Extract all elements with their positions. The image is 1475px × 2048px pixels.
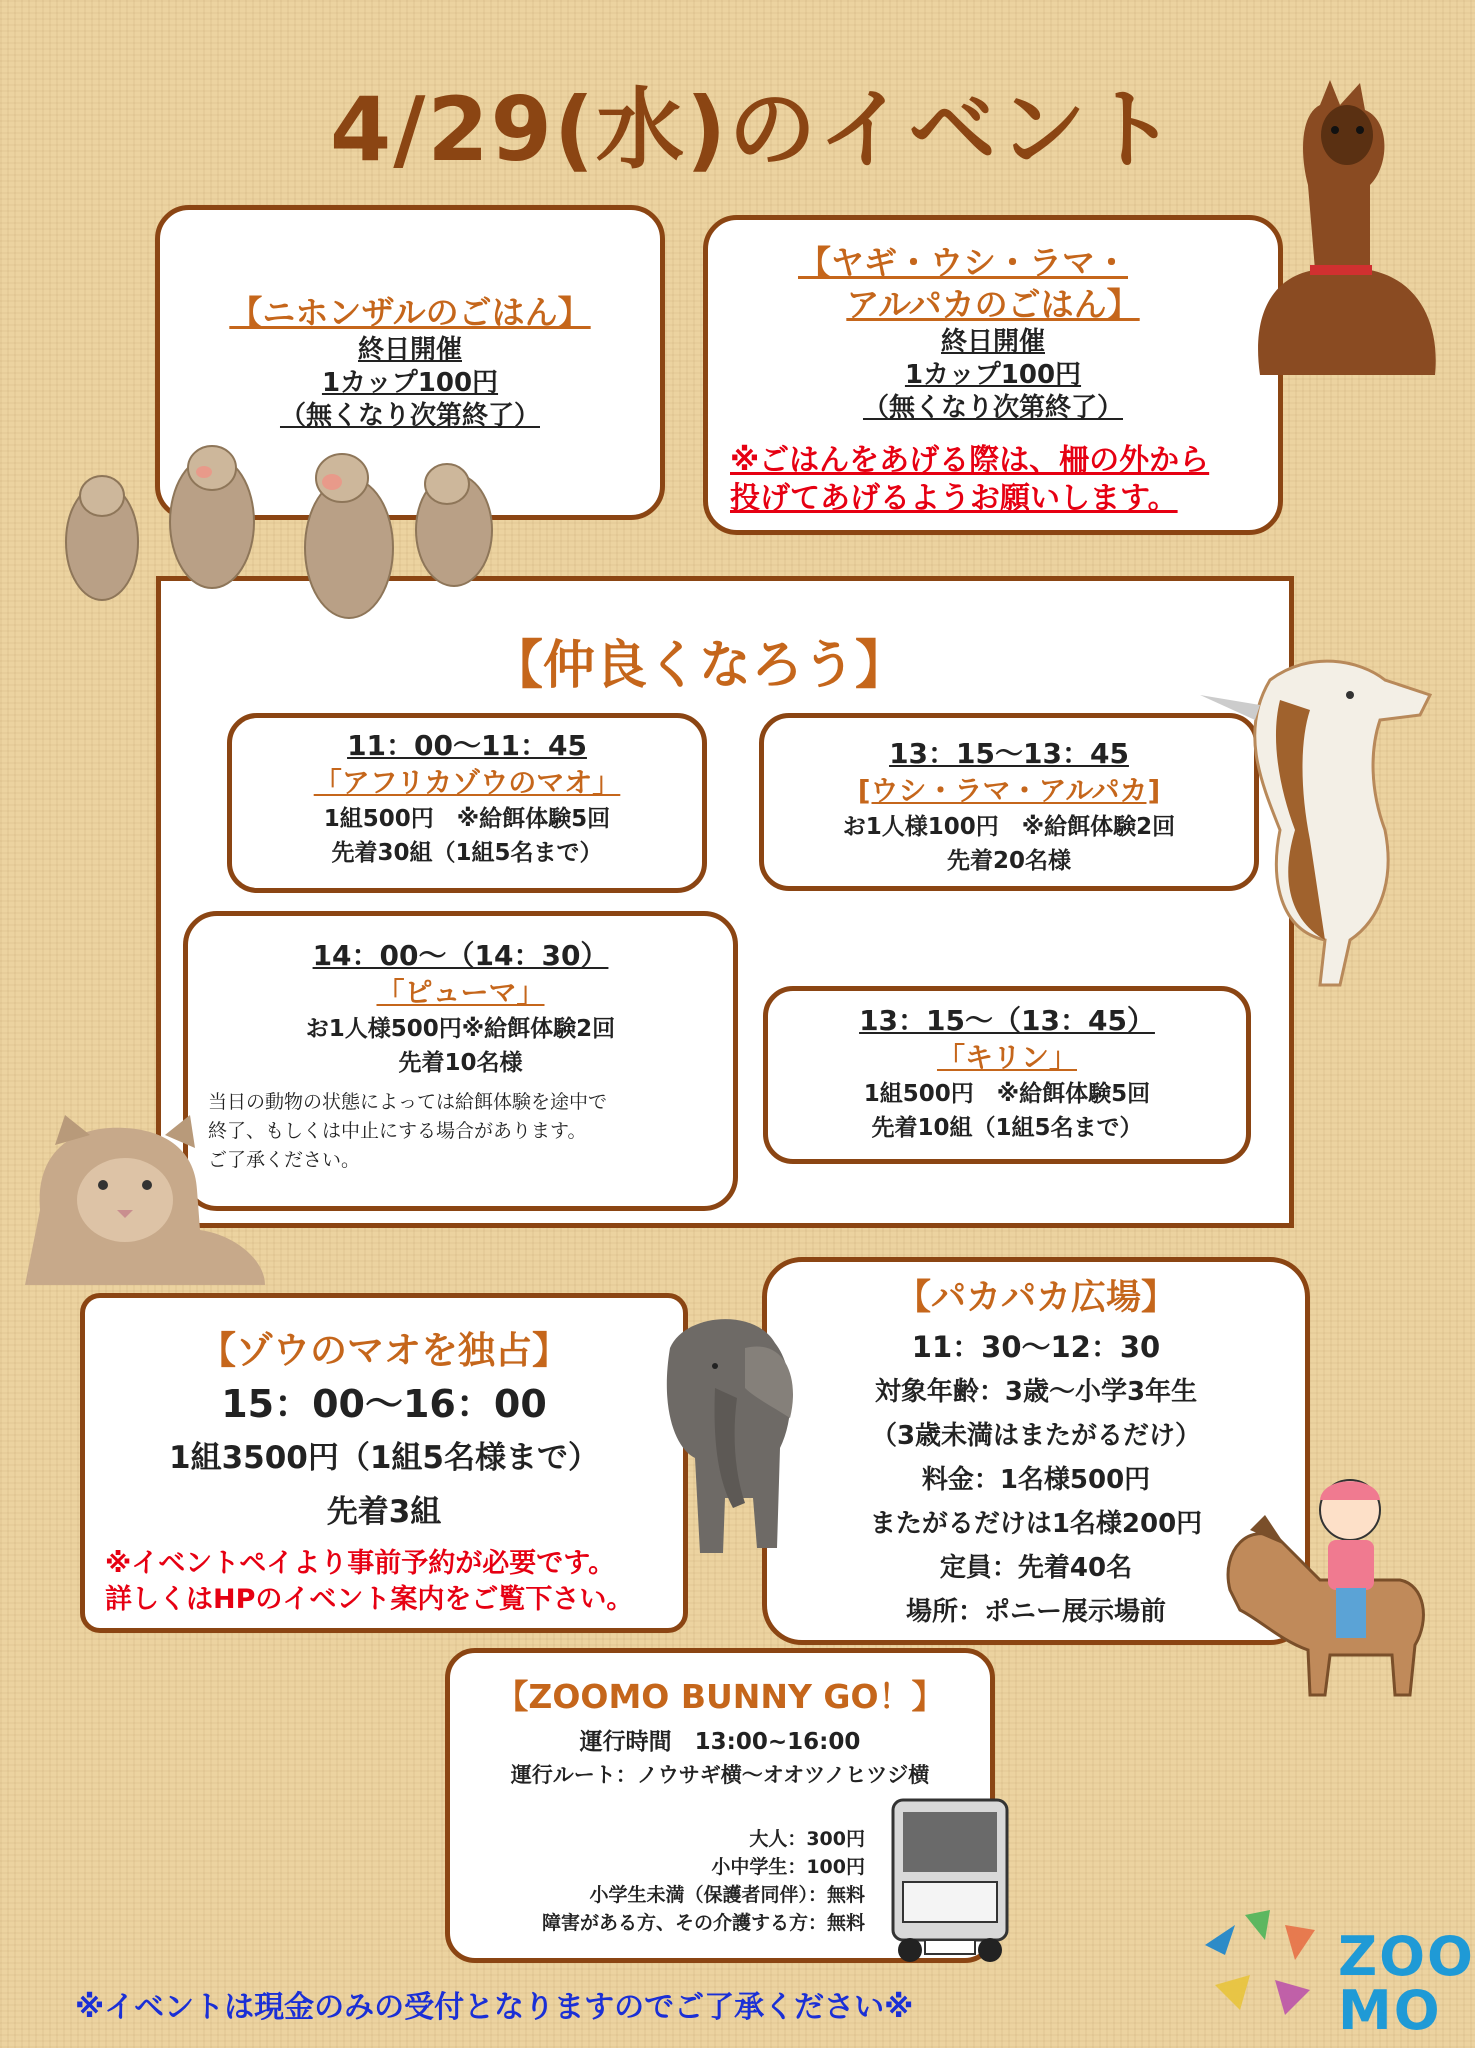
goat-feeding-heading-1: 【ヤギ・ウシ・ラマ・ <box>798 243 1128 282</box>
bunny-bus-fare: 小学生未満（保護者同伴）：無料 <box>589 1884 865 1906</box>
alpaca-illustration <box>1220 75 1440 375</box>
giraffe-feeding-card <box>763 986 1251 1164</box>
puma-feeding-name: 「ピューマ」 <box>376 976 545 1009</box>
pony-plaza-line: （3歳未満はまたがるだけ） <box>870 1421 1202 1451</box>
monkey-feeding-line: 1カップ100円 <box>321 368 499 398</box>
monkey-group-illustration <box>62 430 502 620</box>
bunny-bus-hours: 運行時間 13:00~16:00 <box>579 1729 861 1755</box>
puma-feeding-card <box>183 911 738 1211</box>
monkey-feeding-line: 終日開催 <box>357 335 462 365</box>
elephant-illustration <box>645 1308 800 1558</box>
page-title: 4/29(水)のイベント <box>330 78 1179 181</box>
mao-exclusive-limit: 先着3組 <box>326 1494 442 1530</box>
cow-llama-alpaca-feeding-card <box>759 713 1259 891</box>
mao-exclusive-heading: 【ゾウのマオを独占】 <box>199 1329 569 1372</box>
goat-feeding-warning-2: 投げてあげるようお願いします。 <box>730 481 1178 516</box>
zoomo-logo-mark <box>1195 1905 1330 2020</box>
goat-feeding-heading-2: アルパカのごはん】 <box>846 285 1140 324</box>
elephant-feeding-card <box>227 713 707 893</box>
friends-section <box>156 576 1294 1228</box>
bunny-bus-fare: 障害がある方、その介護する方：無料 <box>541 1912 865 1934</box>
giraffe-feeding-limit: 先着10組（1組5名まで） <box>871 1115 1143 1141</box>
cow-feeding-time: 13：15〜13：45 <box>889 737 1129 770</box>
pony-plaza-time: 11：30〜12：30 <box>911 1330 1161 1364</box>
puma-feeding-price: お1人様500円※給餌体験2回 <box>305 1016 616 1042</box>
cow-feeding-limit: 先着20名様 <box>946 848 1071 874</box>
monkey-feeding-line: （無くなり次第終了） <box>279 401 540 431</box>
pony-rider-illustration <box>1210 1470 1435 1700</box>
giraffe-feeding-time: 13：15〜（13：45） <box>859 1004 1155 1037</box>
pony-plaza-line: 定員：先着40名 <box>939 1553 1133 1583</box>
pony-plaza-line: 料金：1名様500円 <box>921 1465 1151 1495</box>
bunny-bus-fare: 小中学生：100円 <box>711 1856 865 1878</box>
giraffe-feeding-price: 1組500円 ※給餌体験5回 <box>863 1081 1151 1107</box>
puma-feeding-time: 14：00〜（14：30） <box>312 939 609 972</box>
goat-feeding-line: 1カップ100円 <box>904 360 1082 390</box>
goat-feeding-warning-1: ※ごはんをあげる際は、柵の外から <box>730 443 1210 478</box>
bunny-bus-fare: 大人：300円 <box>749 1828 865 1850</box>
mao-exclusive-time: 15：00〜16：00 <box>221 1382 547 1426</box>
giraffe-feeding-name: 「キリン」 <box>936 1041 1077 1074</box>
pony-plaza-line: またがるだけは1名様200円 <box>869 1509 1203 1539</box>
puma-feeding-note: 終了、もしくは中止にする場合があります。 <box>208 1120 587 1142</box>
puma-feeding-note: 当日の動物の状態によっては給餌体験を途中で <box>208 1091 608 1113</box>
cow-feeding-price: お1人様100円 ※給餌体験2回 <box>842 814 1176 840</box>
pony-plaza-heading: 【パカパカ広場】 <box>895 1278 1176 1318</box>
cow-feeding-name: [ウシ・ラマ・アルパカ] <box>857 774 1161 807</box>
friends-heading: 【仲良くなろう】 <box>491 636 908 696</box>
goat-feeding-card <box>703 215 1283 535</box>
puma-illustration <box>25 1110 265 1285</box>
elephant-feeding-price: 1組500円 ※給餌体験5回 <box>323 806 611 832</box>
goat-feeding-line: （無くなり次第終了） <box>862 393 1123 423</box>
mao-exclusive-price: 1組3500円（1組5名様まで） <box>169 1440 599 1476</box>
mao-exclusive-warning-1: ※イベントペイより事前予約が必要です。 <box>105 1548 616 1579</box>
mao-exclusive-card <box>80 1293 688 1633</box>
mao-exclusive-warning-2: 詳しくはHPのイベント案内をご覧下さい。 <box>105 1584 634 1615</box>
pony-plaza-line: 場所：ポニー展示場前 <box>905 1597 1166 1627</box>
puma-feeding-limit: 先着10名様 <box>398 1050 523 1076</box>
zoomo-logo-line1: ZOO <box>1338 1925 1475 1988</box>
elephant-feeding-time: 11：00〜11：45 <box>347 729 587 762</box>
cash-only-note: ※イベントは現金のみの受付となりますのでご了承ください※ <box>75 1990 914 2025</box>
bunny-bus-route: 運行ルート：ノウサギ横〜オオツノヒツジ横 <box>510 1763 930 1787</box>
goat-feeding-line: 終日開催 <box>940 327 1045 357</box>
elephant-feeding-name: 「アフリカゾウのマオ」 <box>313 766 621 799</box>
monkey-feeding-heading: 【ニホンザルのごはん】 <box>229 293 591 332</box>
puma-feeding-note: ご了承ください。 <box>208 1149 361 1171</box>
bunny-bus-illustration <box>885 1790 1015 1965</box>
bunny-bus-heading: 【ZOOMO BUNNY GO！】 <box>495 1677 945 1716</box>
llama-illustration <box>1200 640 1440 990</box>
zoomo-logo-line2: MO <box>1338 1979 1442 2042</box>
elephant-feeding-limit: 先着30組（1組5名まで） <box>331 840 603 866</box>
pony-plaza-line: 対象年齢：3歳〜小学3年生 <box>874 1377 1198 1407</box>
